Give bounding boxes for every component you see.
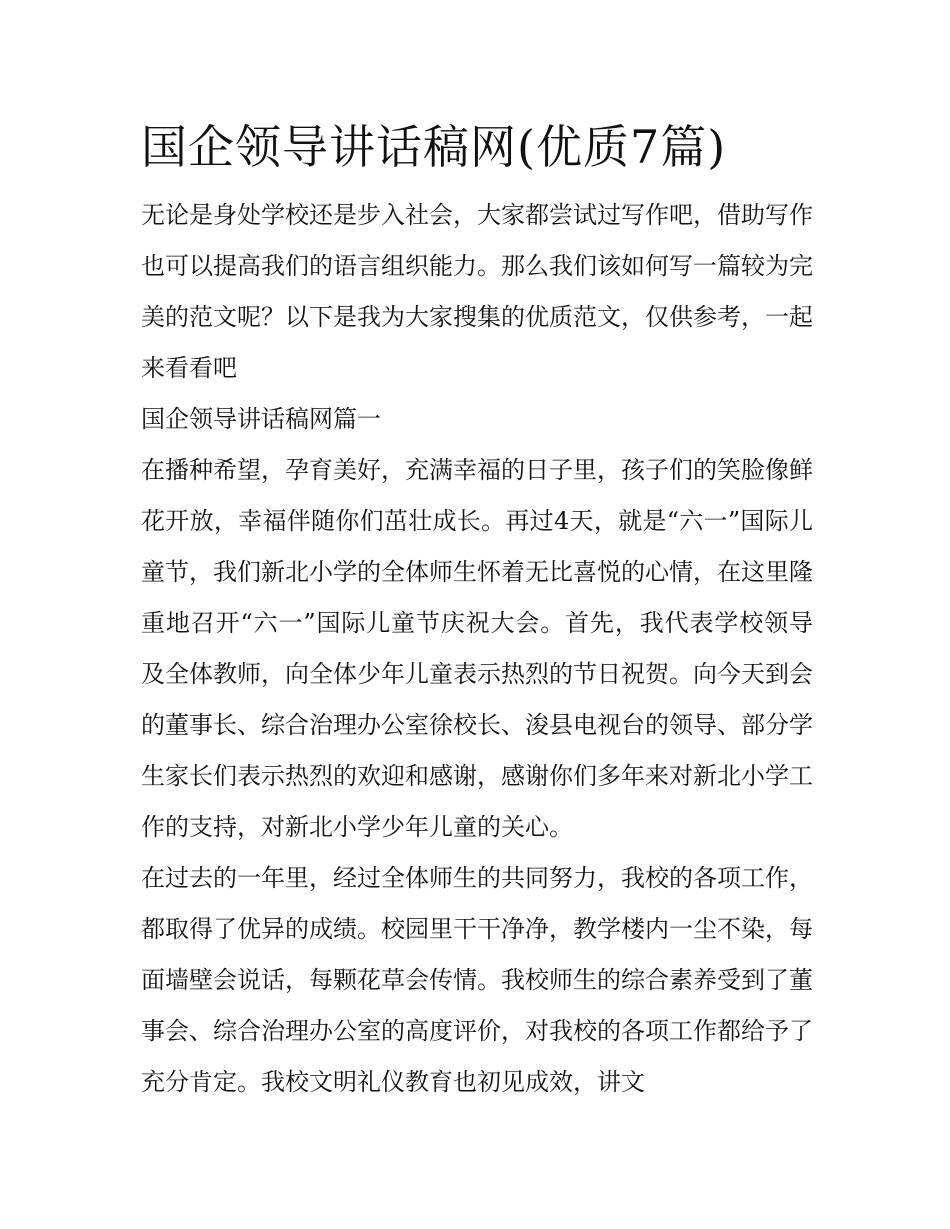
document-title: 国企领导讲话稿网(优质7篇) xyxy=(141,120,727,174)
body-paragraph-2: 在过去的一年里，经过全体师生的共同努力，我校的各项工作，都取得了优异的成绩。校园里干干净净，教学楼内一尘不染，每面墙壁会说话，每颗花草会传情。我校师生的综合素养受到了董事会、综合治理办公室的高度评价，对我校的各项工作都给予了充分肯定。我校文明礼仪教育也初见成效，讲文 xyxy=(141,864,813,1096)
body-paragraph-1: 在播种希望，孕育美好，充满幸福的日子里，孩子们的笑脸像鲜花开放，幸福伴随你们茁壮成长。再过4天，就是“六一”国际儿童节，我们新北小学的全体师生怀着无比喜悦的心情，在这里隆重地召开“六一”国际儿童节庆祝大会。首先，我代表学校领导及全体教师，向全体少年儿童表示热烈的节日祝贺。向今天到会的董事长、综合治理办公室徐校长、浚县电视台的领导、部分学生家长们表示热烈的欢迎和感谢，感谢你们多年来对新北小学工作的支持，对新北小学少年儿童的关心。 xyxy=(141,456,813,841)
intro-paragraph: 无论是身处学校还是步入社会，大家都尝试过写作吧，借助写作也可以提高我们的语言组织能力。那么我们该如何写一篇较为完美的范文呢？以下是我为大家搜集的优质范文，仅供参考，一起来看看吧 xyxy=(141,201,813,382)
document-page xyxy=(141,112,813,1108)
section-heading: 国企领导讲话稿网篇一 xyxy=(141,405,381,433)
